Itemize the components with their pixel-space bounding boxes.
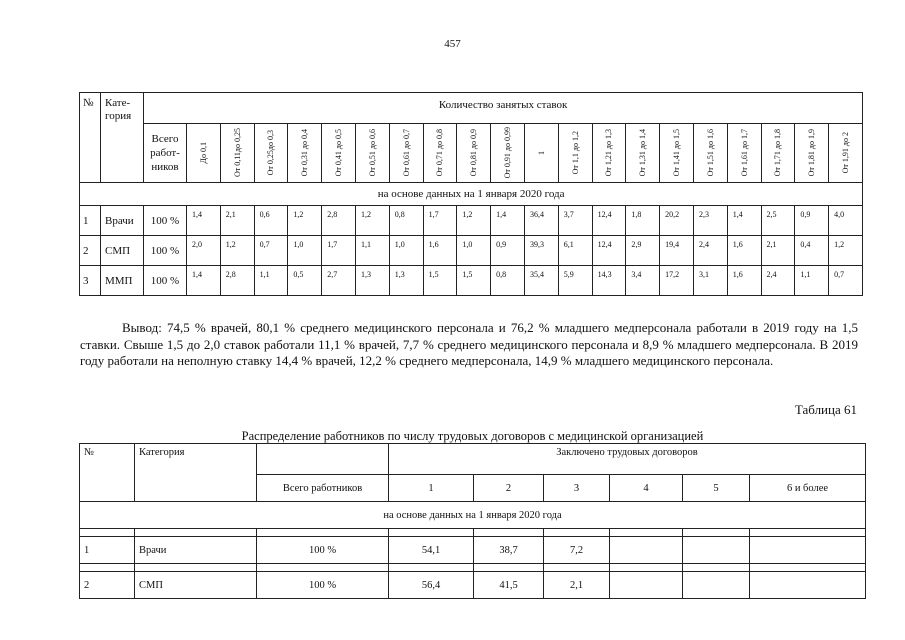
rate-value: 0,9 xyxy=(491,236,525,266)
rate-value: 2,1 xyxy=(761,236,795,266)
rate-value: 0,8 xyxy=(389,206,423,236)
rate-value: 1,0 xyxy=(288,236,322,266)
table2-band: на основе данных на 1 января 2020 года xyxy=(80,502,866,529)
rate-column-header xyxy=(220,124,254,183)
rate-value: 2,4 xyxy=(761,266,795,296)
table2-caption: Распределение работников по числу трудовых договоров с медицинской организацией xyxy=(241,429,704,443)
row-spacer xyxy=(80,564,135,572)
rate-value: 6,1 xyxy=(558,236,592,266)
row-spacer xyxy=(389,564,474,572)
rate-column-header xyxy=(491,124,525,183)
rate-column-label: От 1,51 до 1,6 xyxy=(705,129,715,177)
rate-value: 2,8 xyxy=(220,266,254,296)
contract-column-header: 2 xyxy=(474,475,544,502)
rate-value: 1,1 xyxy=(795,266,829,296)
contract-value: 41,5 xyxy=(474,572,544,599)
rate-value: 1,3 xyxy=(355,266,389,296)
rate-column-label: 1 xyxy=(536,151,546,155)
contract-column-header: 1 xyxy=(389,475,474,502)
row-spacer xyxy=(80,529,135,537)
rate-value: 1,0 xyxy=(457,236,491,266)
row-spacer xyxy=(544,529,610,537)
header-quantity: Количество занятых ставок xyxy=(144,93,863,124)
contract-value: 56,4 xyxy=(389,572,474,599)
rate-value: 0,7 xyxy=(829,266,863,296)
rate-column-header xyxy=(288,124,322,183)
t2-header-category: Категория xyxy=(135,444,257,502)
rate-value: 1,6 xyxy=(423,236,457,266)
row-spacer xyxy=(474,564,544,572)
row-num: 3 xyxy=(80,266,101,296)
contracts-table xyxy=(79,443,866,599)
rate-value: 2,5 xyxy=(761,206,795,236)
rate-column-header xyxy=(423,124,457,183)
rate-value: 2,9 xyxy=(626,236,660,266)
rate-value: 1,1 xyxy=(254,266,288,296)
rate-value: 0,8 xyxy=(491,266,525,296)
rate-column-label: От 0,51 до 0,6 xyxy=(367,129,377,177)
rate-value: 0,9 xyxy=(795,206,829,236)
rate-value: 1,2 xyxy=(288,206,322,236)
contract-column-header: 6 и более xyxy=(750,475,866,502)
rate-value: 1,1 xyxy=(355,236,389,266)
row-spacer xyxy=(683,529,750,537)
rate-column-header xyxy=(457,124,491,183)
t2-header-contracts: Заключено трудовых договоров xyxy=(389,444,866,475)
row-spacer xyxy=(610,564,683,572)
rate-column-label: От 1,61 до 1,7 xyxy=(739,129,749,177)
rate-column-header xyxy=(187,124,221,183)
rate-value: 3,4 xyxy=(626,266,660,296)
header-total: Всего работ- ников xyxy=(144,124,187,183)
rate-value: 0,7 xyxy=(254,236,288,266)
row-total: 100 % xyxy=(144,236,187,266)
row-num: 2 xyxy=(80,236,101,266)
rate-column-label: От 1,41 до 1,5 xyxy=(672,129,682,177)
rate-value: 1,7 xyxy=(322,236,356,266)
rate-column-label: От 1,31 до 1,4 xyxy=(638,129,648,177)
contract-value xyxy=(683,537,750,564)
rate-value: 1,5 xyxy=(457,266,491,296)
rate-value: 19,4 xyxy=(660,236,694,266)
rate-column-label: От 0,31 до 0,4 xyxy=(300,129,310,177)
rate-column-header xyxy=(761,124,795,183)
rate-column-label: От 0,91 до 0,99 xyxy=(503,127,513,179)
rate-value: 3,1 xyxy=(693,266,727,296)
contract-value: 54,1 xyxy=(389,537,474,564)
rate-value: 35,4 xyxy=(524,266,558,296)
rate-value: 2,0 xyxy=(187,236,221,266)
rate-value: 0,4 xyxy=(795,236,829,266)
contract-column-header: 4 xyxy=(610,475,683,502)
row-spacer xyxy=(474,529,544,537)
rate-value: 0,6 xyxy=(254,206,288,236)
rate-column-header xyxy=(592,124,626,183)
row-spacer xyxy=(750,564,866,572)
rate-column-label: От 0,25до 0,3 xyxy=(266,130,276,176)
rate-column-label: От 0,81 до 0,9 xyxy=(469,129,479,177)
rate-value: 1,2 xyxy=(220,236,254,266)
rate-value: 1,8 xyxy=(626,206,660,236)
rate-value: 1,2 xyxy=(355,206,389,236)
row-num: 2 xyxy=(80,572,135,599)
row-total: 100 % xyxy=(144,266,187,296)
row-spacer xyxy=(544,564,610,572)
rate-value: 1,4 xyxy=(491,206,525,236)
rate-column-label: От 1,91 до 2 xyxy=(841,132,851,174)
contract-value: 7,2 xyxy=(544,537,610,564)
rate-value: 1,2 xyxy=(457,206,491,236)
rate-value: 1,2 xyxy=(829,236,863,266)
contract-value: 38,7 xyxy=(474,537,544,564)
row-category: СМП xyxy=(135,572,257,599)
rate-column-label: От 1,21 до 1,3 xyxy=(604,129,614,177)
table-row xyxy=(80,266,863,296)
contract-column-header: 5 xyxy=(683,475,750,502)
rate-column-label: От 1,81 до 1,9 xyxy=(807,129,817,177)
rate-value: 20,2 xyxy=(660,206,694,236)
contract-value xyxy=(750,537,866,564)
row-spacer xyxy=(135,564,257,572)
rate-column-header xyxy=(626,124,660,183)
row-total: 100 % xyxy=(257,572,389,599)
rate-column-header xyxy=(254,124,288,183)
row-spacer xyxy=(257,564,389,572)
row-spacer xyxy=(389,529,474,537)
rate-column-label: От 0,11до 0,25 xyxy=(232,128,242,178)
rate-column-label: До 0,1 xyxy=(198,142,208,164)
row-num: 1 xyxy=(80,206,101,236)
rate-value: 1,0 xyxy=(389,236,423,266)
contract-value xyxy=(610,572,683,599)
table-row xyxy=(80,206,863,236)
rate-value: 39,3 xyxy=(524,236,558,266)
rate-column-header xyxy=(829,124,863,183)
rate-value: 2,4 xyxy=(693,236,727,266)
rate-column-label: От 0,41 до 0,5 xyxy=(334,129,344,177)
rate-column-label: От 0,61 до 0,7 xyxy=(401,129,411,177)
row-spacer xyxy=(683,564,750,572)
rate-value: 12,4 xyxy=(592,236,626,266)
rate-value: 17,2 xyxy=(660,266,694,296)
table-row xyxy=(80,537,866,564)
rate-value: 36,4 xyxy=(524,206,558,236)
rate-column-header xyxy=(355,124,389,183)
rate-value: 1,4 xyxy=(187,266,221,296)
rate-column-label: От 0,71 до 0,8 xyxy=(435,129,445,177)
row-total: 100 % xyxy=(257,537,389,564)
table-row xyxy=(80,236,863,266)
rate-value: 4,0 xyxy=(829,206,863,236)
row-category: Врачи xyxy=(135,537,257,564)
rate-value: 12,4 xyxy=(592,206,626,236)
rate-column-header xyxy=(524,124,558,183)
rate-value: 3,7 xyxy=(558,206,592,236)
t2-header-total: Всего работников xyxy=(257,475,389,502)
rate-value: 1,6 xyxy=(727,266,761,296)
staff-rates-table xyxy=(79,92,863,296)
rate-column-label: От 1,71 до 1,8 xyxy=(773,129,783,177)
rate-value: 2,1 xyxy=(220,206,254,236)
row-spacer xyxy=(135,529,257,537)
page-number: 457 xyxy=(444,38,461,50)
rate-column-header xyxy=(693,124,727,183)
contract-column-header: 3 xyxy=(544,475,610,502)
rate-value: 0,5 xyxy=(288,266,322,296)
rate-value: 2,3 xyxy=(693,206,727,236)
conclusion-paragraph: Вывод: 74,5 % врачей, 80,1 % среднего медицинского персонала и 76,2 % младшего медперсонала работали в 2019 году на 1,5 ставки. Свыше 1,5 до 2,0 ставок работали 11,1 % врачей, 7,7 % среднего медицинского персонала и 8,9 % младшего медперсонала. В 2019 году работали на неполную ставку 14,4 % врачей, 12,2 % среднего медперсонала, 14,9 % младшего медицинского персонала. xyxy=(80,320,858,368)
row-category: СМП xyxy=(101,236,144,266)
row-spacer xyxy=(257,529,389,537)
rate-column-header xyxy=(322,124,356,183)
rate-value: 1,4 xyxy=(727,206,761,236)
rate-value: 1,7 xyxy=(423,206,457,236)
header-num: № xyxy=(80,93,101,183)
row-category: ММП xyxy=(101,266,144,296)
table-row xyxy=(80,572,866,599)
row-total: 100 % xyxy=(144,206,187,236)
rate-column-header xyxy=(795,124,829,183)
rate-value: 5,9 xyxy=(558,266,592,296)
rate-value: 1,5 xyxy=(423,266,457,296)
contract-value xyxy=(683,572,750,599)
table-number: Таблица 61 xyxy=(794,402,857,417)
rate-column-header xyxy=(727,124,761,183)
rate-value: 1,4 xyxy=(187,206,221,236)
rate-column-label: От 1,1 до 1,2 xyxy=(570,131,580,175)
rate-value: 14,3 xyxy=(592,266,626,296)
contract-value: 2,1 xyxy=(544,572,610,599)
row-num: 1 xyxy=(80,537,135,564)
header-category: Кате- гория xyxy=(101,93,144,183)
contract-value xyxy=(750,572,866,599)
row-category: Врачи xyxy=(101,206,144,236)
rate-value: 1,6 xyxy=(727,236,761,266)
contract-value xyxy=(610,537,683,564)
rate-column-header xyxy=(389,124,423,183)
t2-header-num: № xyxy=(80,444,135,502)
table1-band: на основе данных на 1 января 2020 года xyxy=(80,183,863,206)
rate-value: 2,7 xyxy=(322,266,356,296)
row-spacer xyxy=(750,529,866,537)
rate-column-header xyxy=(558,124,592,183)
rate-value: 1,3 xyxy=(389,266,423,296)
rate-value: 2,8 xyxy=(322,206,356,236)
row-spacer xyxy=(610,529,683,537)
rate-column-header xyxy=(660,124,694,183)
